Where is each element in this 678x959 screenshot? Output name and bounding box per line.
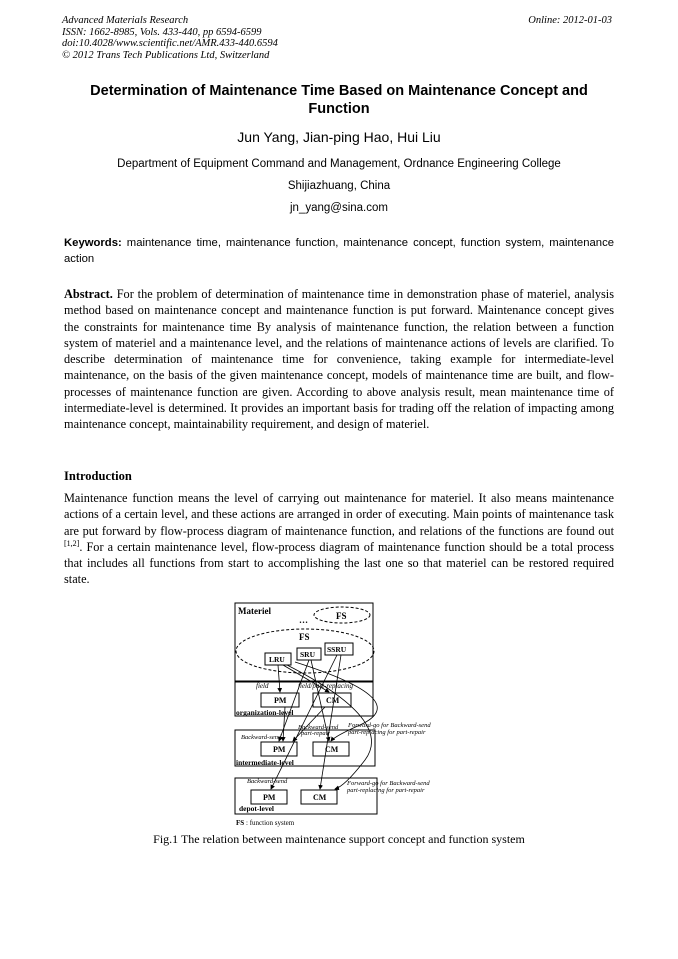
- journal-name: Advanced Materials Research: [62, 15, 189, 26]
- online-date: Online: 2012-01-03: [528, 15, 612, 26]
- int-part-replacing-label: part-replacing for part-repair: [348, 729, 426, 736]
- figure-caption: Fig.1 The relation between maintenance support concept and function system: [153, 832, 525, 846]
- email[interactable]: jn_yang@sina.com: [290, 202, 388, 214]
- issn-line: ISSN: 1662-8985, Vols. 433-440, pp 6594-6599: [62, 26, 262, 38]
- org-level-label: organization-level: [236, 708, 294, 717]
- org-cm-label: CM: [326, 696, 340, 705]
- sru-label: SRU: [300, 650, 316, 659]
- keywords: [64, 235, 614, 267]
- introduction-heading: Introduction: [64, 469, 132, 483]
- intro-text-1: Maintenance function means the level of carrying out maintenance for materiel. It also means maintenance actions of a certain level, and these actions are arranged in order of executing. Main points of maintenance task are put forward by flow-process diagram of maintenance function, and relations of the functions are found out: [64, 491, 614, 538]
- dep-part-replacing-label: part-replacing for part-repair: [347, 787, 425, 794]
- materiel-ellipsis: …: [299, 615, 308, 625]
- lru-label: LRU: [269, 655, 285, 664]
- ssru-label: SSRU: [327, 645, 347, 654]
- keywords-text: maintenance time, maintenance function, maintenance concept, function system, maintenance action: [64, 237, 614, 265]
- keywords-label: Keywords:: [64, 237, 122, 249]
- int-cm-label: CM: [325, 745, 339, 754]
- org-replacing-label: field/part-replacing: [298, 682, 353, 690]
- int-level-label: intermediate-level: [236, 758, 294, 767]
- abstract-label: Abstract.: [64, 287, 113, 301]
- figure-diagram: [225, 600, 455, 828]
- doi-line: doi:10.4028/www.scientific.net/AMR.433-440.6594: [62, 38, 278, 49]
- paper-title: Determination of Maintenance Time Based on Maintenance Concept and Function: [90, 83, 588, 117]
- int-forward-go-label: Forward-go for Backward-send: [348, 722, 431, 729]
- org-pm-label: PM: [274, 696, 287, 705]
- int-part-repair-label: part-repair: [301, 730, 331, 737]
- materiel-label: Materiel: [238, 606, 271, 616]
- paper-authors: Jun Yang, Jian-ping Hao, Hui Liu: [237, 129, 441, 145]
- abstract: [64, 286, 614, 433]
- dep-level-label: depot-level: [239, 804, 274, 813]
- dep-backward-send-label: Backward-send: [247, 778, 288, 785]
- dep-cm-label: CM: [313, 793, 327, 802]
- dep-forward-go-label: Forward-go for Backward-send: [347, 780, 430, 787]
- affiliation: Department of Equipment Command and Management, Ordnance Engineering College: [117, 158, 561, 170]
- int-backward-send-left-label: Backward-send: [241, 734, 282, 741]
- intro-text-2: . For a certain maintenance level, flow-process diagram of maintenance function should be a total process that includes all functions from start to accomplishing the last one so that materiel can be restored required state.: [64, 539, 614, 587]
- introduction-paragraph: [64, 490, 614, 588]
- int-pm-label: PM: [273, 745, 286, 754]
- intro-reference: [1,2]: [64, 538, 80, 548]
- fs-large-label: FS: [299, 632, 310, 642]
- int-backward-send-label: Backward-send: [298, 724, 339, 731]
- fs-small-label: FS: [336, 611, 347, 621]
- copyright-line: © 2012 Trans Tech Publications Ltd, Switzerland: [62, 49, 270, 61]
- legend-fs-text: : function system: [246, 819, 295, 827]
- legend-fs-key: FS: [236, 819, 245, 827]
- org-field-label: field: [256, 682, 269, 690]
- location: Shijiazhuang, China: [287, 180, 391, 192]
- journal-header: [62, 15, 482, 61]
- abstract-text: For the problem of determination of maintenance time in demonstration phase of materiel, analysis method based on maintenance concept and maintenance function is put forward. Maintenance concept gives the constraints for maintenance time By analysis of maintenance function, the relation between a function system of materiel and a maintenance level, and the relations of maintenance actions of levels are clarified. To describe determination of maintenance time for convenience, taking example for intermediate-level maintenance, on the basis of the given maintenance concept, models of maintenance time are built, and flow-processes of maintenance function are given. According to above analysis result, mean maintenance time of intermediate-level is determined. It provides an important basis for trading off the relation of impacting among maintenance concept, maintainability requirement, and design of materiel.: [64, 287, 615, 432]
- dep-pm-label: PM: [263, 793, 276, 802]
